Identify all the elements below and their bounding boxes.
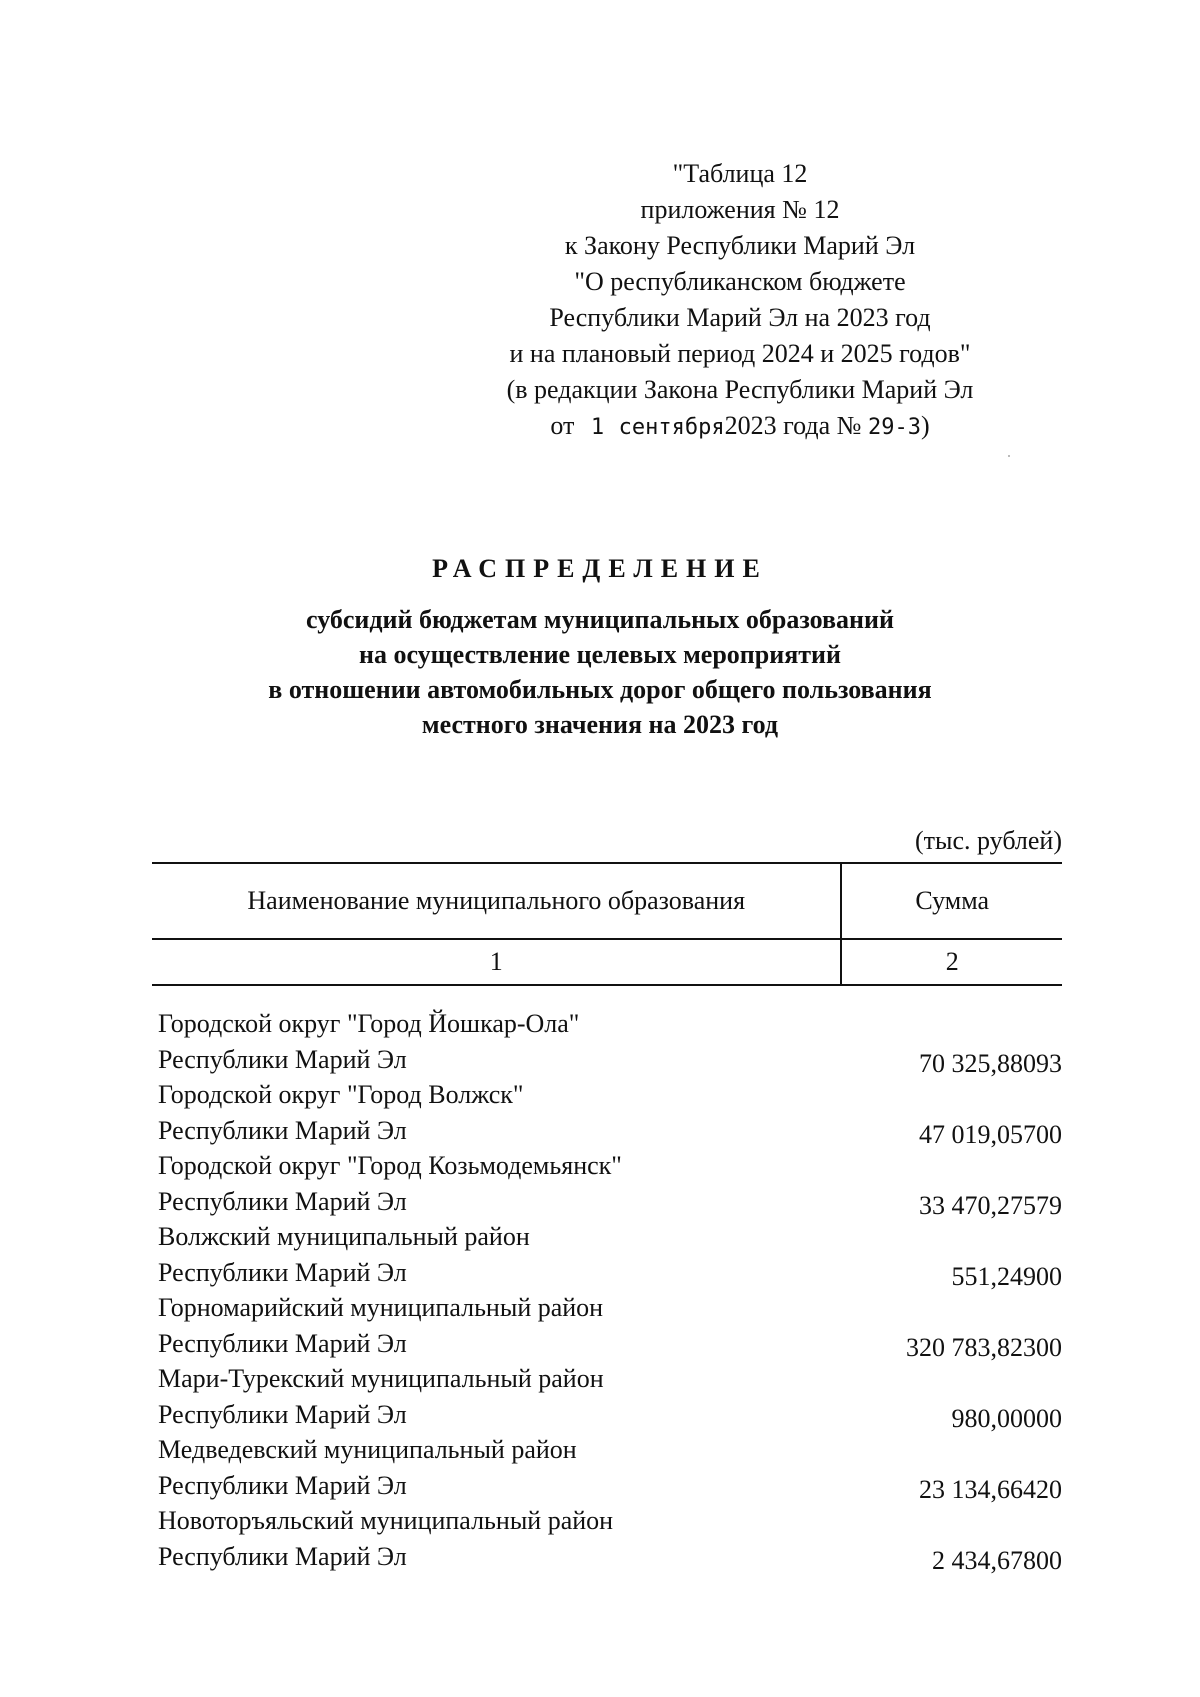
header-line-law-title-2: Республики Марий Эл на 2023 год <box>549 303 931 332</box>
subtitle-line-4: местного значения на 2023 год <box>421 710 779 739</box>
row-name-line1: Городской округ "Город Йошкар-Ола" <box>158 1009 580 1038</box>
header-line-edition: (в редакции Закона Республики Марий Эл <box>506 375 974 404</box>
date-prefix: от <box>550 411 575 440</box>
header-line-law-title-3: и на плановый период 2024 и 2025 годов" <box>509 339 971 368</box>
row-name-line1: Медведевский муниципальный район <box>158 1435 577 1464</box>
column-number-2: 2 <box>841 939 1062 985</box>
scan-speck <box>1008 455 1010 457</box>
row-name-line2: Республики Марий Эл <box>158 1044 407 1074</box>
header-line-appendix: приложения № 12 <box>640 195 840 224</box>
table-row <box>152 1077 1062 1148</box>
row-name-line2: Республики Марий Эл <box>158 1186 407 1216</box>
table-row <box>152 1503 1062 1574</box>
row-name-line2: Республики Марий Эл <box>158 1257 407 1287</box>
column-header-sum: Сумма <box>841 863 1062 939</box>
header-line-law: к Закону Республики Марий Эл <box>564 231 916 260</box>
table-row <box>152 1148 1062 1219</box>
table-body <box>152 1006 1062 1574</box>
table-row <box>152 1361 1062 1432</box>
subtitle-line-1: субсидий бюджетам муниципальных образований <box>306 605 894 634</box>
document-subtitle <box>0 602 1200 742</box>
subsidy-table <box>152 862 1062 1574</box>
header-line-law-title-1: "О республиканском бюджете <box>574 267 906 296</box>
row-name-line2: Республики Марий Эл <box>158 1115 407 1145</box>
header-line-table-number: "Таблица 12 <box>672 159 808 188</box>
column-header-name: Наименование муниципального образования <box>152 863 841 939</box>
document-title: РАСПРЕДЕЛЕНИЕ <box>432 554 768 583</box>
row-amount: 47 019,05700 <box>919 1119 1062 1149</box>
date-year: 2023 года № <box>724 411 862 440</box>
row-amount: 551,24900 <box>951 1261 1062 1291</box>
subtitle-line-3: в отношении автомобильных дорог общего пользования <box>268 675 932 704</box>
subtitle-line-2: на осуществление целевых мероприятий <box>358 640 842 669</box>
row-name-line2: Республики Марий Эл <box>158 1399 407 1429</box>
table-row <box>152 1432 1062 1503</box>
header-line-date <box>480 408 1000 446</box>
row-name-line1: Горномарийский муниципальный район <box>158 1293 604 1322</box>
row-amount: 33 470,27579 <box>919 1190 1062 1220</box>
row-amount: 320 783,82300 <box>906 1332 1062 1362</box>
row-name-line1: Городской округ "Город Козьмодемьянск" <box>158 1151 622 1180</box>
date-day: 1 <box>590 415 605 440</box>
law-number: 29-З <box>867 415 921 440</box>
table-row <box>152 1290 1062 1361</box>
units-label: (тыс. рублей) <box>914 826 1062 855</box>
column-number-1: 1 <box>152 939 841 985</box>
row-amount: 70 325,88093 <box>919 1048 1062 1078</box>
date-month: сентября <box>618 415 725 440</box>
row-name-line2: Республики Марий Эл <box>158 1470 407 1500</box>
document-header <box>480 156 1000 446</box>
table-row <box>152 1006 1062 1077</box>
table-header <box>152 862 1062 986</box>
row-name-line1: Новоторъяльский муниципальный район <box>158 1506 614 1535</box>
row-amount: 2 434,67800 <box>932 1545 1062 1575</box>
row-amount: 23 134,66420 <box>919 1474 1062 1504</box>
row-amount: 980,00000 <box>951 1403 1062 1433</box>
row-name-line1: Мари-Турекский муниципальный район <box>158 1364 604 1393</box>
date-suffix: ) <box>920 411 930 440</box>
row-name-line1: Волжский муниципальный район <box>158 1222 530 1251</box>
row-name-line1: Городской округ "Город Волжск" <box>158 1080 524 1109</box>
table-row <box>152 1219 1062 1290</box>
row-name-line2: Республики Марий Эл <box>158 1541 407 1571</box>
row-name-line2: Республики Марий Эл <box>158 1328 407 1358</box>
